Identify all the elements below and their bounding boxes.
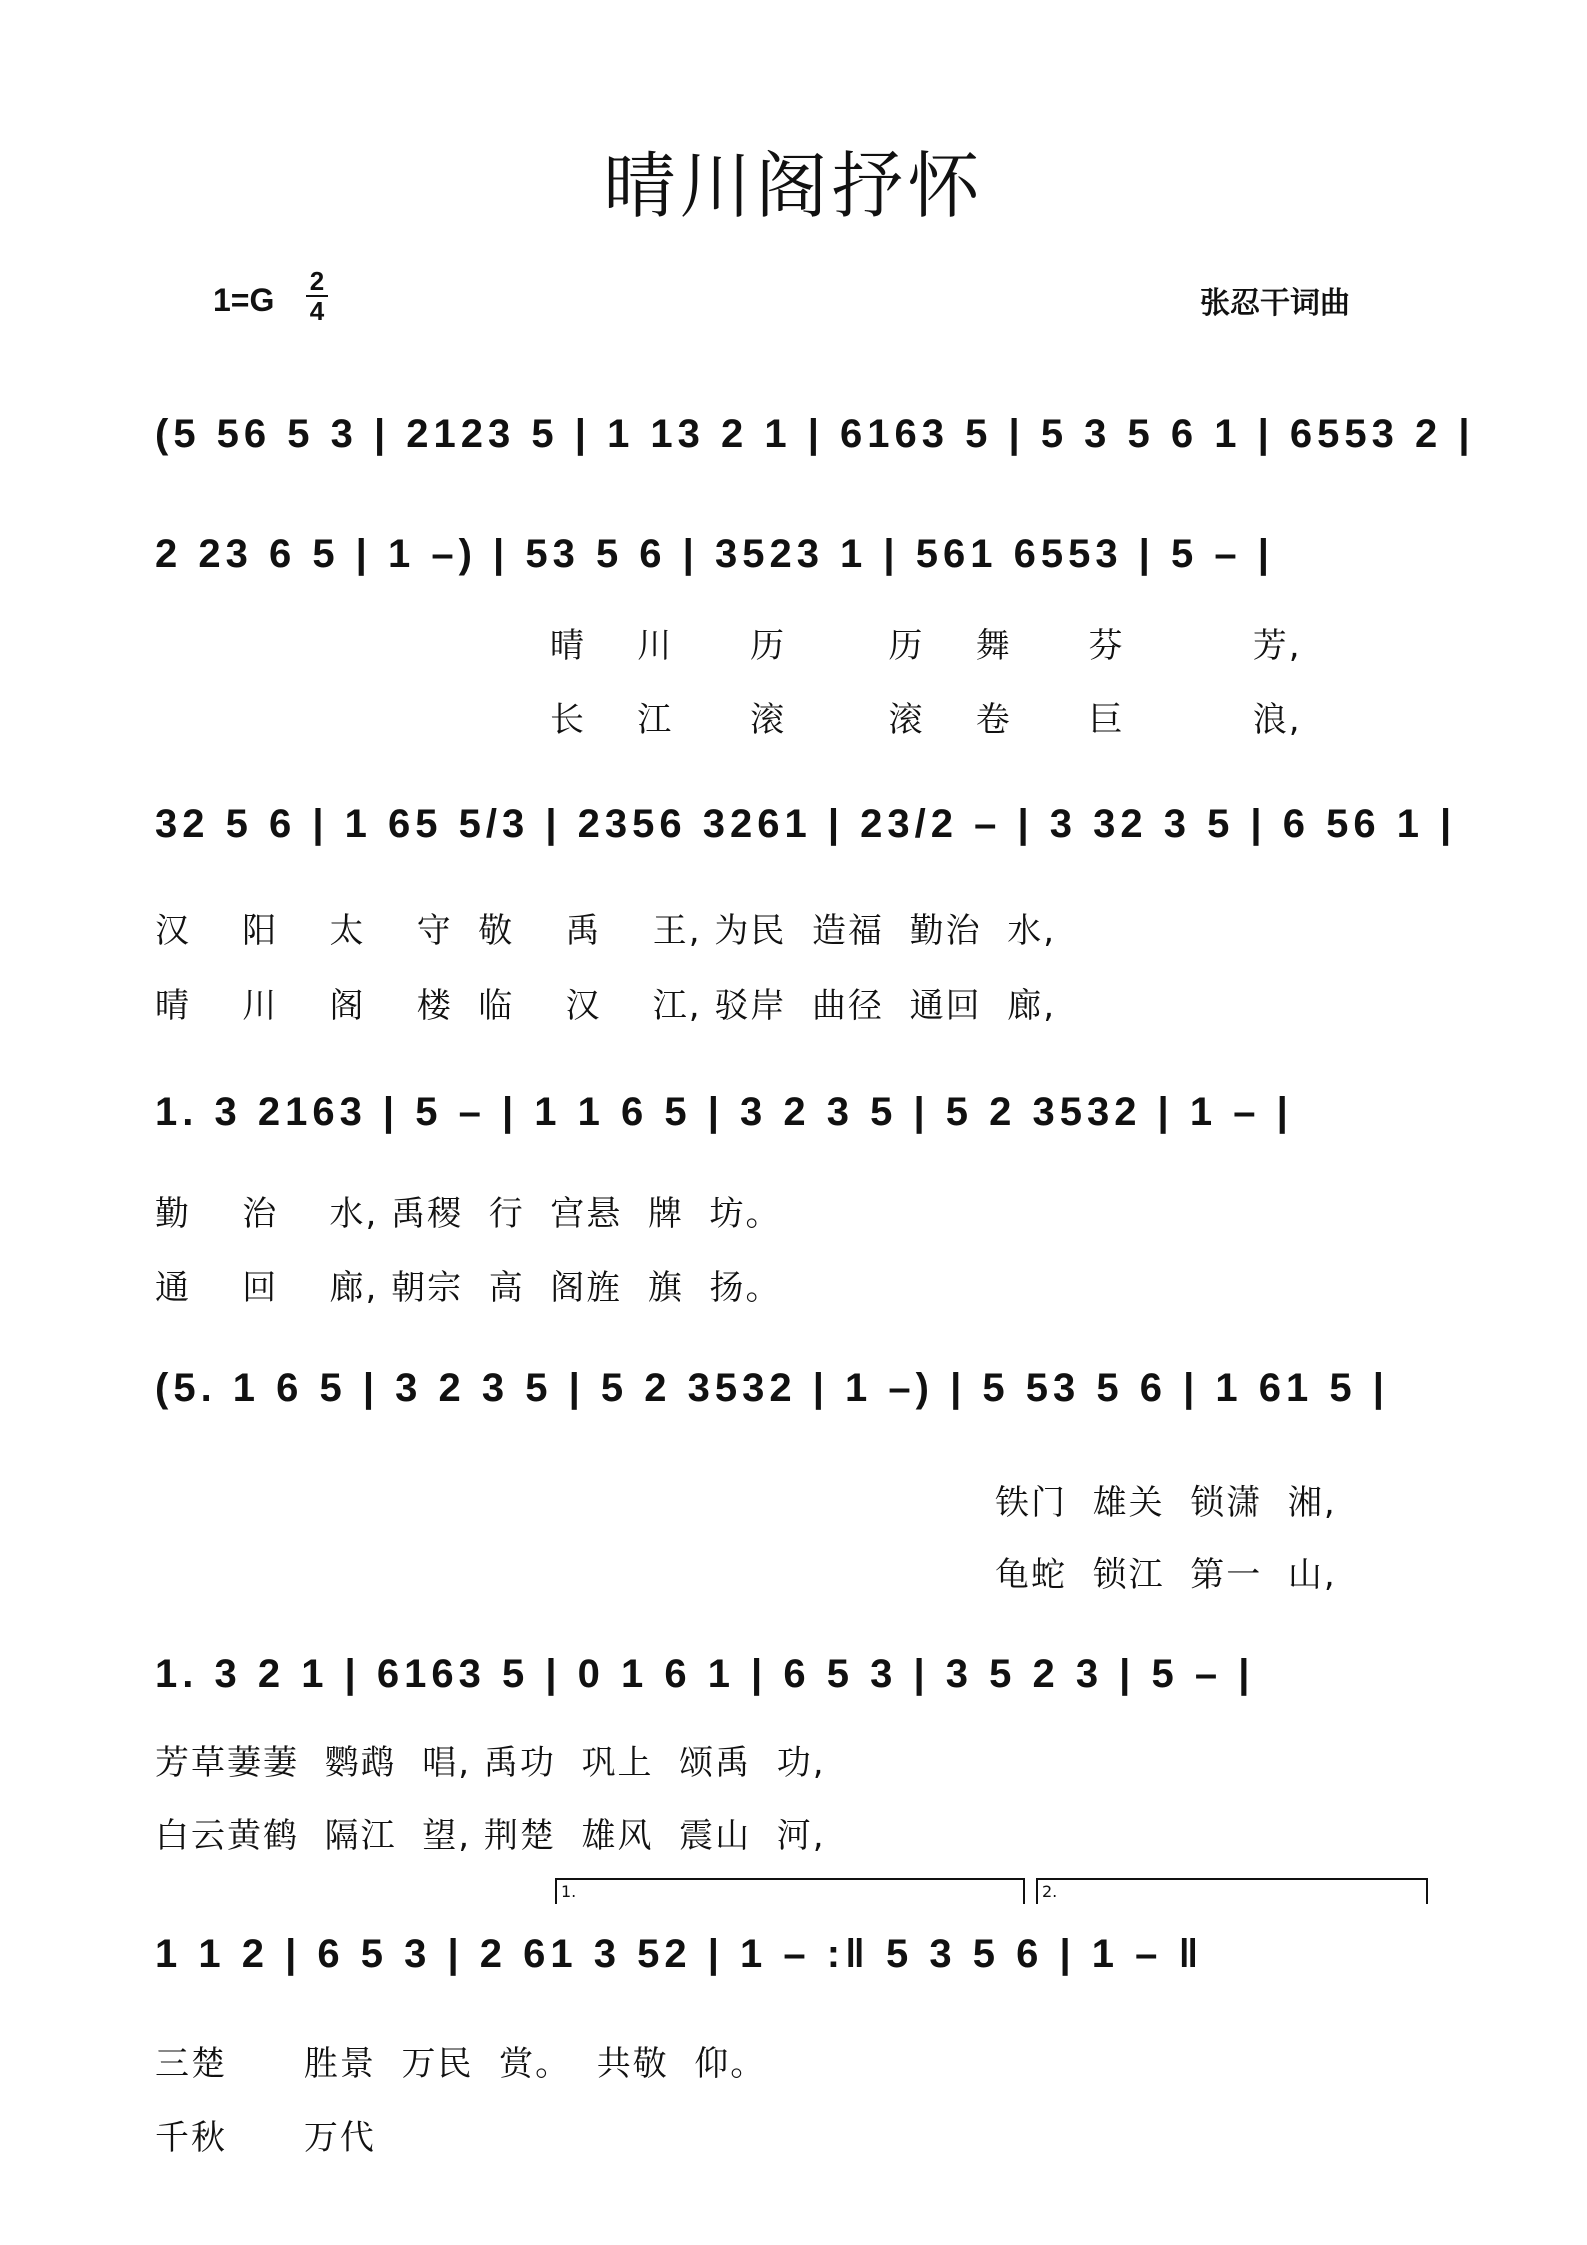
- second-ending-label: 2.: [1042, 1882, 1058, 1901]
- bracket-edge: [1426, 1880, 1428, 1904]
- key-signature: 1=G: [213, 282, 275, 318]
- bracket-edge: [555, 1880, 557, 1904]
- bracket-edge: [1023, 1880, 1025, 1904]
- lyric-line: 铁门 雄关 锁潇 湘,: [995, 1483, 1337, 1523]
- lyric-line: 芳草萋萋 鹦鹉 唱, 禹功 巩上 颂禹 功,: [155, 1743, 826, 1783]
- bracket-edge: [1036, 1880, 1038, 1904]
- lyric-line: 千秋 万代: [155, 2118, 376, 2158]
- notes: (5 56 5 3 | 2123 5 | 1 13 2 1 | 6163 5 | 5 3 5 6 1 | 6553 2 |: [155, 412, 1475, 456]
- notes: 1. 3 2163 | 5 – | 1 1 6 5 | 3 2 3 5 | 5 2 3532 | 1 – |: [155, 1090, 1293, 1134]
- credit: 张忍干词曲: [1200, 286, 1350, 321]
- notes: 1. 3 2 1 | 6163 5 | 0 1 6 1 | 6 5 3 | 3 5 2 3 | 5 – |: [155, 1652, 1255, 1696]
- first-ending-label: 1.: [561, 1882, 577, 1901]
- score-row-6: [155, 1652, 1430, 1742]
- lyric-line: 龟蛇 锁江 第一 山,: [995, 1555, 1337, 1595]
- notes: (5. 1 6 5 | 3 2 3 5 | 5 2 3532 | 1 –) | 5 53 5 6 | 1 61 5 |: [155, 1366, 1389, 1410]
- lyric-line: 通 回 廊, 朝宗 高 阁旌 旗 扬。: [155, 1268, 782, 1308]
- notes: 1 1 2 | 6 5 3 | 2 61 3 52 | 1 – :‖ 5 3 5 6 | 1 – ‖: [155, 1932, 1204, 1976]
- time-numerator: 2: [309, 266, 325, 296]
- score-row-1: [155, 412, 1475, 502]
- lyric-line: 三楚 胜景 万民 赏。 共敬 仰。: [155, 2044, 767, 2084]
- lyric-line: 长 江 滚 滚 卷 巨 浪,: [550, 700, 1302, 740]
- lyric-line: 勤 治 水, 禹稷 行 宫悬 牌 坊。: [155, 1194, 782, 1234]
- time-signature: [306, 268, 328, 324]
- second-ending-bracket: [1036, 1878, 1428, 1904]
- notes: 2 23 6 5 | 1 –) | 53 5 6 | 3523 1 | 561 6553 | 5 – |: [155, 532, 1274, 576]
- page-title: 晴川阁抒怀: [603, 144, 984, 228]
- score-row-4: [155, 1090, 1430, 1180]
- notes: 32 5 6 | 1 65 5/3 | 2356 3261 | 23/2 – | 3 32 3 5 | 6 56 1 |: [155, 802, 1457, 846]
- score-row-7: [155, 1932, 1430, 2022]
- score-row-5: [155, 1366, 1430, 1456]
- lyric-line: 白云黄鹤 隔江 望, 荆楚 雄风 震山 河,: [155, 1816, 826, 1856]
- score-row-2: [155, 532, 1430, 622]
- lyric-line: 晴 川 阁 楼 临 汉 江, 驳岸 曲径 通回 廊,: [155, 986, 1057, 1026]
- time-denominator: 4: [309, 296, 325, 326]
- first-ending-bracket: [555, 1878, 1025, 1904]
- score-row-3: [155, 802, 1457, 892]
- lyric-line: 晴 川 历 历 舞 芬 芳,: [550, 626, 1302, 666]
- lyric-line: 汉 阳 太 守 敬 禹 王, 为民 造福 勤治 水,: [155, 911, 1057, 951]
